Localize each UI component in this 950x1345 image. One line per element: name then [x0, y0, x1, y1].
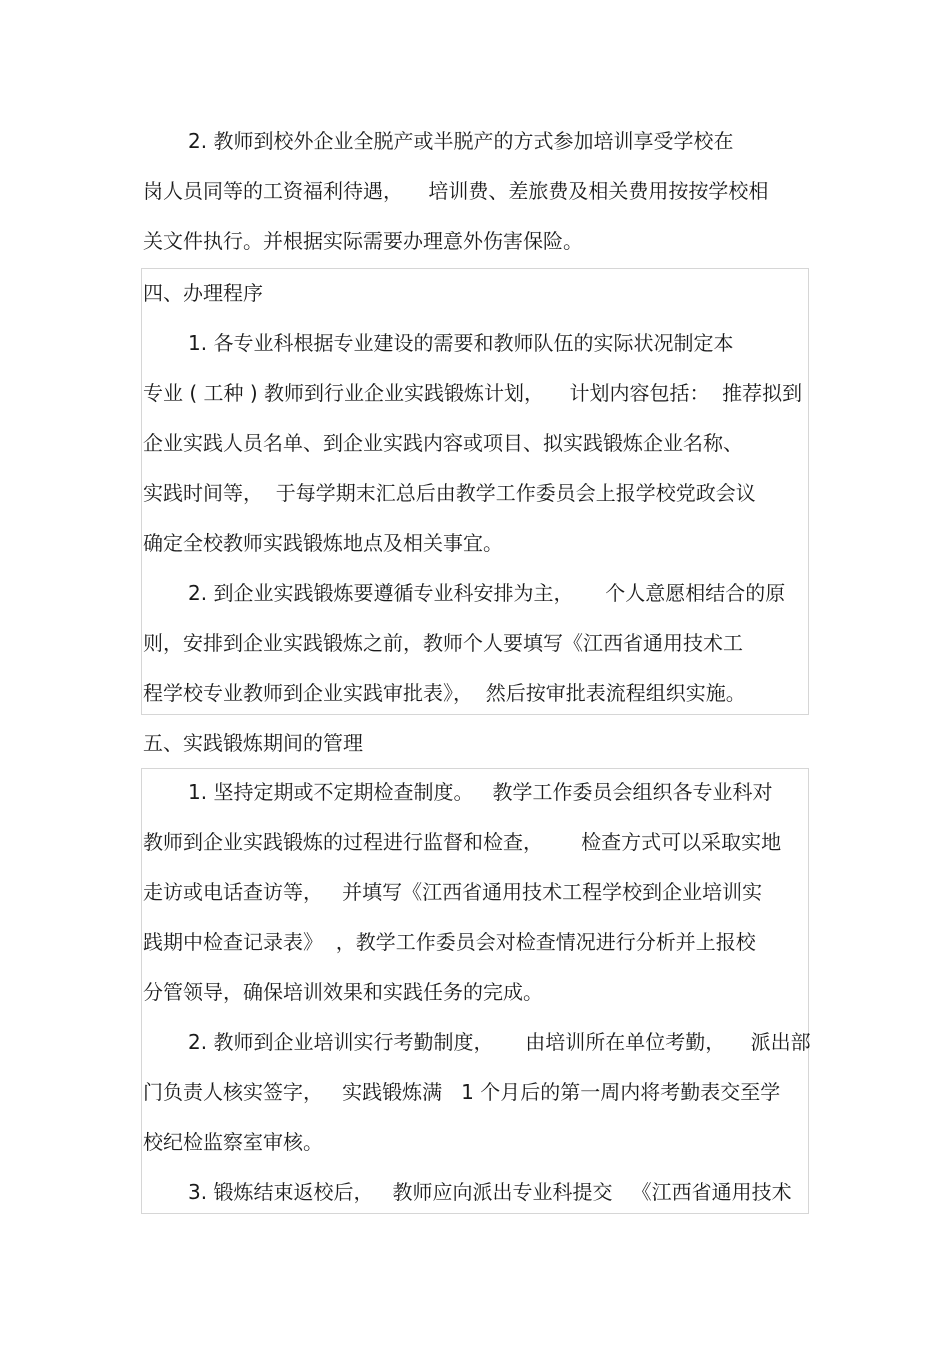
paragraph-line: 门负责人核实签字， 实践锻炼满 1 个月后的第一周内将考勤表交至学 — [143, 1080, 781, 1104]
paragraph-line: 分管领导，确保培训效果和实践任务的完成。 — [143, 980, 543, 1004]
paragraph-line: 程学校专业教师到企业实践审批表》， 然后按审批表流程组织实施。 — [143, 681, 746, 705]
paragraph-line: 岗人员同等的工资福利待遇， 培训费、差旅费及相关费用按按学校相 — [143, 179, 769, 203]
paragraph-line: 实践时间等， 于每学期末汇总后由教学工作委员会上报学校党政会议 — [143, 481, 756, 505]
paragraph-line: 教师到企业实践锻炼的过程进行监督和检查， 检查方式可以采取实地 — [143, 830, 782, 854]
paragraph-line: 校纪检监察室审核。 — [143, 1130, 323, 1154]
paragraph-line: 确定全校教师实践锻炼地点及相关事宜。 — [143, 531, 503, 555]
paragraph-line: 走访或电话查访等， 并填写《江西省通用技术工程学校到企业培训实 — [143, 880, 763, 904]
paragraph-line: 1. 各专业科根据专业建设的需要和教师队伍的实际状况制定本 — [188, 331, 734, 355]
paragraph-line: 3. 锻炼结束返校后， 教师应向派出专业科提交 《江西省通用技术 — [188, 1180, 792, 1204]
paragraph-line: 1. 坚持定期或不定期检查制度。 教学工作委员会组织各专业科对 — [188, 780, 773, 804]
paragraph-line: 2. 教师到校外企业全脱产或半脱产的方式参加培训享受学校在 — [188, 129, 734, 153]
paragraph-line: 践期中检查记录表》 ，教学工作委员会对检查情况进行分析并上报校 — [143, 930, 756, 954]
section-heading: 五、实践锻炼期间的管理 — [143, 731, 363, 755]
paragraph-line: 关文件执行。并根据实际需要办理意外伤害保险。 — [143, 229, 583, 253]
paragraph-line: 2. 教师到企业培训实行考勤制度， 由培训所在单位考勤， 派出部 — [188, 1030, 811, 1054]
paragraph-line: 专业 ( 工种 ) 教师到行业企业实践锻炼计划， 计划内容包括： 推荐拟到 — [143, 381, 803, 405]
paragraph-line: 企业实践人员名单、到企业实践内容或项目、拟实践锻炼企业名称、 — [143, 431, 743, 455]
paragraph-line: 则，安排到企业实践锻炼之前，教师个人要填写《江西省通用技术工 — [143, 631, 743, 655]
section-heading: 四、办理程序 — [143, 281, 263, 305]
paragraph-line: 2. 到企业实践锻炼要遵循专业科安排为主， 个人意愿相结合的原 — [188, 581, 786, 605]
